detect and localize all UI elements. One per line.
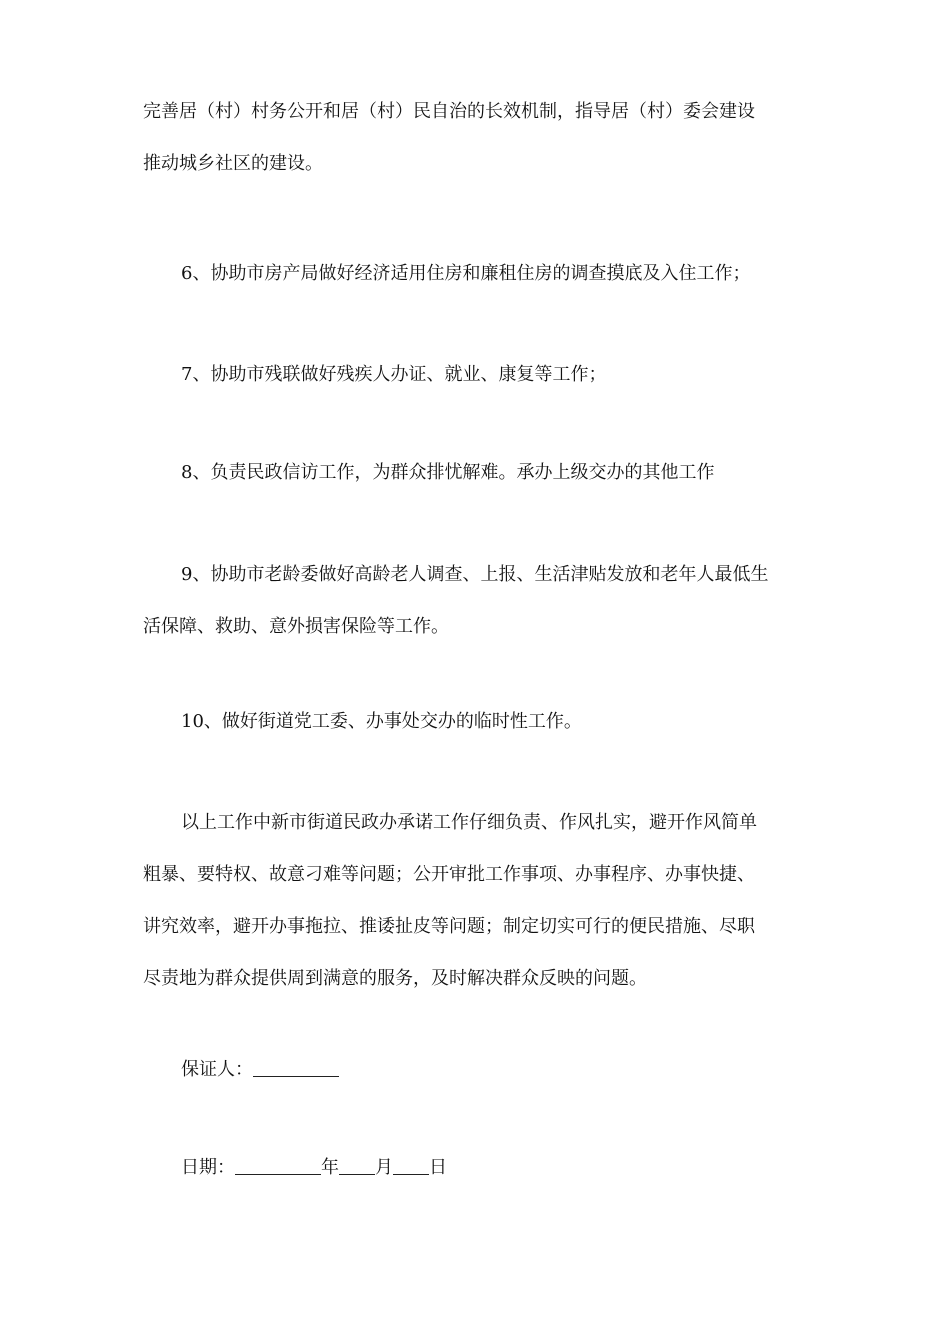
paragraph-item-7 xyxy=(143,349,811,401)
text-line: 7、协助市残联做好残疾人办证、就业、康复等工作； xyxy=(181,364,607,385)
date-year-blank[interactable] xyxy=(235,1156,321,1175)
text-line: 10、做好街道党工委、办事处交办的临时性工作。 xyxy=(181,711,582,732)
text-line: 以上工作中新市街道民政办承诺工作仔细负责、作风扎实，避开作风简单 xyxy=(181,812,757,833)
guarantor-signature-blank[interactable] xyxy=(253,1058,339,1077)
paragraph-item-8 xyxy=(143,447,811,499)
text-line: 9、协助市老龄委做好高龄老人调查、上报、生活津贴发放和老年人最低生 xyxy=(181,564,769,585)
date-label: 日期： xyxy=(181,1157,235,1178)
date-day-label: 日 xyxy=(429,1157,447,1178)
text-line: 讲究效率，避开办事拖拉、推诿扯皮等问题；制定切实可行的便民措施、尽职 xyxy=(143,916,755,937)
date-month-label: 月 xyxy=(375,1157,393,1178)
paragraph-item-10 xyxy=(143,696,811,748)
text-line: 活保障、救助、意外损害保险等工作。 xyxy=(143,616,449,637)
date-month-blank[interactable] xyxy=(339,1156,375,1175)
text-line: 尽责地为群众提供周到满意的服务，及时解决群众反映的问题。 xyxy=(143,968,647,989)
paragraph-commitment xyxy=(143,797,811,1005)
text-line: 完善居（村）村务公开和居（村）民自治的长效机制，指导居（村）委会建设 xyxy=(143,101,755,122)
date-year-label: 年 xyxy=(321,1157,339,1178)
text-line: 8、负责民政信访工作，为群众排忧解难。承办上级交办的其他工作 xyxy=(181,462,715,483)
paragraph-item-6 xyxy=(143,248,811,300)
paragraph-item-9 xyxy=(143,549,811,653)
text-line: 推动城乡社区的建设。 xyxy=(143,153,323,174)
text-line: 粗暴、要特权、故意刁难等问题；公开审批工作事项、办事程序、办事快捷、 xyxy=(143,864,755,885)
guarantor-label: 保证人： xyxy=(181,1059,253,1080)
date-day-blank[interactable] xyxy=(393,1156,429,1175)
date-line xyxy=(143,1142,811,1194)
paragraph-continuation xyxy=(143,86,811,190)
guarantor-line xyxy=(143,1044,811,1096)
text-line: 6、协助市房产局做好经济适用住房和廉租住房的调查摸底及入住工作； xyxy=(181,263,751,284)
